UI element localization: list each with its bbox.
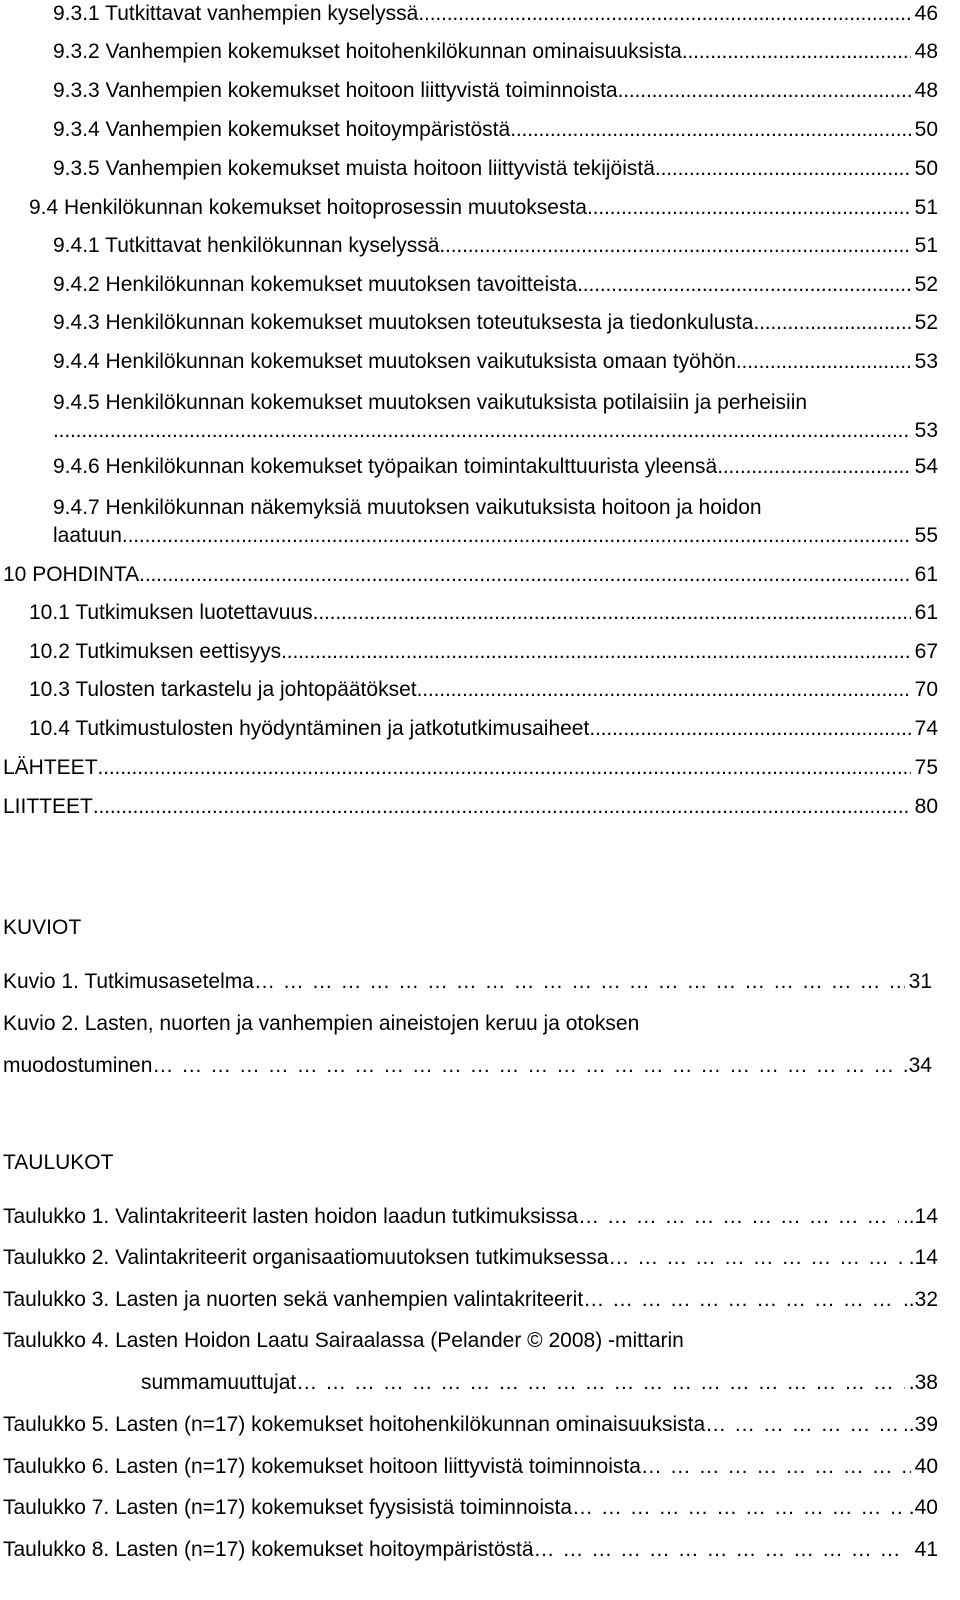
dot-leader [717,455,910,479]
toc-entry-label: LÄHTEET [3,756,98,779]
figure-entry-label: Kuvio 1. Tutkimusasetelma [3,970,254,993]
toc-entry[interactable] [53,118,938,142]
table-entry-page: .14 [908,1246,938,1269]
toc-entry-label: 9.3.2 Vanhempien kokemukset hoitohenkilökunnan ominaisuuksista [53,40,682,63]
table-entry[interactable] [3,1288,938,1312]
toc-entry[interactable] [53,2,938,26]
toc-entry-label: 10 POHDINTA [3,563,140,586]
toc-entry-label: 10.2 Tutkimuksen eettisyys [29,640,282,663]
dot-leader [418,2,910,26]
toc-entry-label: laatuun [53,524,122,547]
dot-leader [53,419,911,443]
figure-entry-label: muodostuminen [3,1054,153,1077]
toc-entry-label: 9.3.4 Vanhempien kokemukset hoitoympäristöstä [53,118,511,141]
dot-leader [577,273,911,297]
toc-entry-page: 70 [914,678,938,701]
toc-entry-page: 61 [914,601,938,624]
figure-entry-page: .34 [902,1054,932,1077]
dot-leader [510,118,910,142]
toc-entry-label: 9.3.3 Vanhempien kokemukset hoitoon liittyvistä toiminnoista [53,79,618,102]
figure-entry-page: 31 [908,970,932,993]
toc-entry[interactable] [3,756,938,780]
ellipsis-leader [641,1455,911,1479]
figure-entry[interactable] [3,1054,932,1078]
table-entry-page: ..39 [902,1413,938,1436]
toc-entry-page: 52 [914,273,938,296]
toc-entry[interactable] [29,196,938,220]
table-entry-label: Taulukko 2. Valintakriteerit organisaatiomuutoksen tutkimuksessa [3,1246,609,1269]
toc-entry-label: 9.3.1 Tutkittavat vanhempien kyselyssä [53,2,419,25]
table-entry-label: Taulukko 6. Lasten (n=17) kokemukset hoitoon liittyvistä toiminnoista [3,1455,641,1478]
ellipsis-leader [534,1538,911,1562]
toc-entry[interactable] [53,157,938,181]
toc-entry-page: 53 [914,419,938,442]
toc-entry-label: 10.3 Tulosten tarkastelu ja johtopäätökset [29,678,417,701]
toc-entry-page: 74 [914,717,938,740]
dot-leader [417,678,911,702]
figure-entry[interactable] [3,970,932,994]
table-entry-page: .38 [908,1371,938,1394]
toc-entry[interactable] [29,601,938,625]
table-entry-page: 41 [914,1538,938,1561]
toc-entry[interactable] [53,455,938,479]
section-heading-kuviot: KUVIOT [3,916,82,939]
toc-entry-page: 48 [914,79,938,102]
toc-entry-page: 48 [914,40,938,63]
toc-entry-page: 51 [914,196,938,219]
toc-entry[interactable] [53,273,938,297]
dot-leader [736,350,911,374]
figure-entry-label-line1[interactable]: Kuvio 2. Lasten, nuorten ja vanhempien aineistojen keruu ja otoksen [3,1012,640,1035]
section-heading-taulukot: TAULUKOT [3,1151,114,1174]
dot-leader [122,524,911,548]
dot-leader [98,756,911,780]
table-entry-label: summamuuttujat [141,1371,297,1394]
toc-entry-label: 9.4.2 Henkilökunnan kokemukset muutoksen tavoitteista [53,273,578,296]
toc-entry-page: 52 [914,311,938,334]
toc-entry[interactable] [29,678,938,702]
dot-leader [655,157,911,181]
dot-leader [439,234,910,258]
table-entry-page: ..14 [902,1205,938,1228]
ellipsis-leader [254,970,905,994]
ellipsis-leader [608,1246,904,1270]
toc-entry-label: 9.4 Henkilökunnan kokemukset hoitoprosessin muutoksesta [29,196,587,219]
table-entry-label-line1[interactable]: Taulukko 4. Lasten Hoidon Laatu Sairaalassa (Pelander © 2008) -mittarin [3,1329,684,1352]
dot-leader [139,563,910,587]
dot-leader [589,717,910,741]
toc-entry[interactable] [29,717,938,741]
ellipsis-leader [572,1496,905,1520]
dot-leader [587,196,911,220]
toc-entry-page: 53 [914,350,938,373]
toc-entry-page: 46 [914,2,938,25]
table-entry[interactable] [141,1371,938,1395]
toc-entry-page: 50 [914,118,938,141]
table-entry[interactable] [3,1455,938,1479]
table-entry[interactable] [3,1538,938,1562]
toc-entry[interactable] [53,40,938,64]
ellipsis-leader [152,1054,898,1078]
ellipsis-leader [296,1371,905,1395]
table-entry[interactable] [3,1205,938,1229]
table-entry-page: 40 [914,1455,938,1478]
table-entry-page: ..32 [902,1288,938,1311]
toc-entry-label: 10.1 Tutkimuksen luotettavuus [29,601,313,624]
ellipsis-leader [705,1413,899,1437]
table-entry-label: Taulukko 5. Lasten (n=17) kokemukset hoitohenkilökunnan ominaisuuksista [3,1413,706,1436]
toc-entry-label: 9.4.3 Henkilökunnan kokemukset muutoksen toteutuksesta ja tiedonkulusta [53,311,754,334]
toc-entry-page: 75 [914,756,938,779]
dot-leader [93,795,911,819]
dot-leader [281,640,911,664]
toc-entry-page: 61 [914,563,938,586]
toc-entry-label: LIITTEET [3,795,93,818]
toc-entry[interactable] [53,311,938,335]
toc-entry-label: 9.4.1 Tutkittavat henkilökunnan kyselyssä [53,234,440,257]
toc-entry-label: 9.4.6 Henkilökunnan kokemukset työpaikan toimintakulttuurista yleensä [53,455,718,478]
toc-entry-page: 67 [914,640,938,663]
dot-leader [753,311,910,335]
toc-entry[interactable] [53,79,938,103]
toc-entry-page: 50 [914,157,938,180]
table-entry-label: Taulukko 1. Valintakriteerit lasten hoidon laadun tutkimuksissa [3,1205,579,1228]
table-entry-label: Taulukko 7. Lasten (n=17) kokemukset fyysisistä toiminnoista [3,1496,573,1519]
table-entry[interactable] [3,1496,938,1520]
dot-leader [313,601,911,625]
dot-leader [682,40,911,64]
dot-leader [618,79,911,103]
table-entry[interactable] [3,1413,938,1437]
toc-entry[interactable] [3,563,938,587]
toc-entry-label-line1[interactable]: 9.4.7 Henkilökunnan näkemyksiä muutoksen vaikutuksista hoitoon ja hoidon [53,496,762,519]
toc-entry-page: 54 [914,455,938,478]
toc-entry[interactable] [53,234,938,258]
toc-entry-label: 9.4.4 Henkilökunnan kokemukset muutoksen vaikutuksista omaan työhön [53,350,736,373]
toc-entry[interactable] [53,419,938,443]
toc-entry-page: 55 [914,524,938,547]
toc-entry[interactable] [3,795,938,819]
table-entry-page: .40 [908,1496,938,1519]
toc-entry-label: 10.4 Tutkimustulosten hyödyntäminen ja jatkotutkimusaiheet [29,717,590,740]
table-entry-label: Taulukko 8. Lasten (n=17) kokemukset hoitoympäristöstä [3,1538,534,1561]
toc-entry[interactable] [29,640,938,664]
toc-entry[interactable] [53,524,938,548]
table-entry-label: Taulukko 3. Lasten ja nuorten sekä vanhempien valintakriteerit [3,1288,584,1311]
ellipsis-leader [578,1205,899,1229]
table-entry[interactable] [3,1246,938,1270]
toc-entry-page: 80 [914,795,938,818]
toc-entry-label: 9.3.5 Vanhempien kokemukset muista hoitoon liittyvistä tekijöistä [53,157,655,180]
toc-entry-label[interactable]: 9.4.5 Henkilökunnan kokemukset muutoksen vaikutuksista potilaisiin ja perheisiin [53,391,808,414]
toc-entry[interactable] [53,350,938,374]
toc-entry-page: 51 [914,234,938,257]
ellipsis-leader [583,1288,899,1312]
